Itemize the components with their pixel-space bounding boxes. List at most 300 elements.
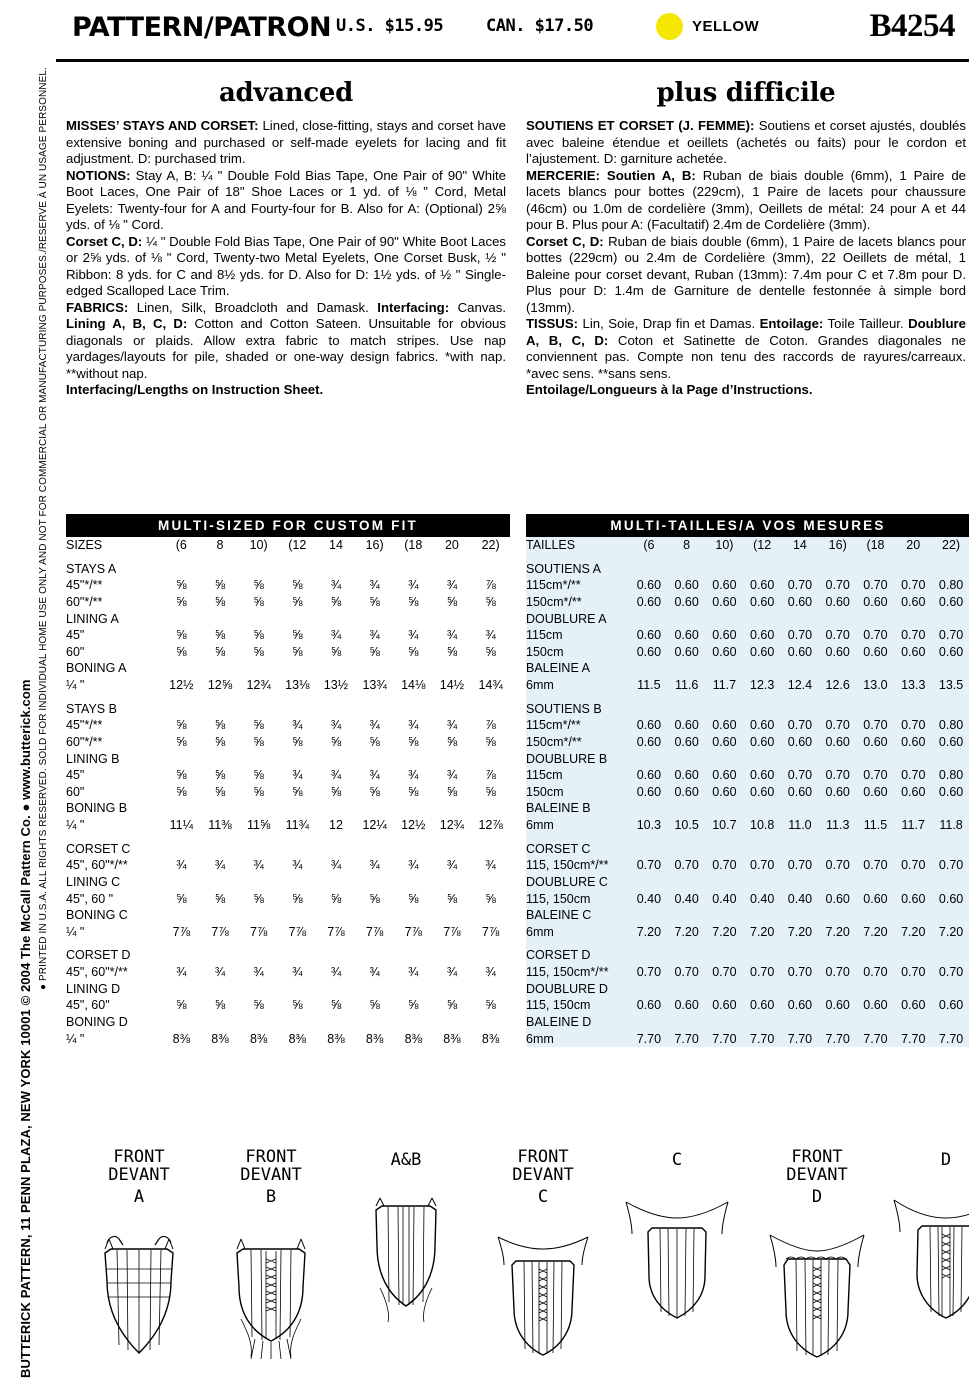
row-label: 150cm*/** bbox=[526, 594, 582, 609]
yardage-cell: 13.0 bbox=[863, 678, 888, 692]
yardage-cell: 0.40 bbox=[712, 891, 737, 906]
yardage-cell: 0.60 bbox=[674, 644, 699, 659]
row-label: DOUBLURE B bbox=[526, 751, 608, 766]
row-label: ¼ " bbox=[66, 818, 85, 832]
yardage-cell: ⅝ bbox=[330, 644, 342, 659]
table-row bbox=[526, 1031, 969, 1048]
yardage-cell: ⅝ bbox=[176, 784, 187, 799]
corset-c-illustration bbox=[468, 1209, 618, 1359]
yardage-cell: 0.70 bbox=[825, 768, 850, 783]
table-row bbox=[66, 997, 510, 1014]
row-label: DOUBLURE D bbox=[526, 981, 608, 996]
size-header-cell: 20 bbox=[444, 538, 459, 552]
yardage-cell: ⅝ bbox=[408, 784, 419, 799]
yardage-cell: ⅝ bbox=[214, 644, 226, 659]
lining-text-en: Cotton and Cotton Sateen. Unsuitable for obvious diagonals or plaids. Allow extra fabric to match stripes. Use nap yardages/layouts for pile, shaded or one-way design fabrics. *with nap. **without nap. bbox=[66, 316, 506, 381]
yardage-cell: 0.60 bbox=[750, 768, 775, 783]
yardage-cell: ⅝ bbox=[369, 734, 380, 749]
yardage-cell: 11.5 bbox=[863, 818, 888, 832]
yardage-cell: 10.3 bbox=[636, 818, 662, 832]
yardage-cell: ⅝ bbox=[408, 998, 419, 1013]
yardage-cell: 11.3 bbox=[826, 818, 850, 832]
yardage-cell: 0.60 bbox=[938, 734, 964, 749]
row-label: 115cm*/** bbox=[526, 718, 581, 733]
yardage-cell: ⅝ bbox=[253, 594, 264, 609]
chart-body-fr bbox=[526, 537, 969, 1047]
table-row bbox=[526, 734, 969, 751]
stays-a-illustration bbox=[79, 1209, 199, 1359]
yardage-cell: ¾ bbox=[446, 718, 458, 733]
table-row bbox=[526, 660, 969, 677]
table-row bbox=[526, 997, 969, 1014]
yardage-cell: 0.80 bbox=[938, 578, 964, 593]
table-row bbox=[526, 554, 969, 578]
table-row bbox=[66, 677, 510, 694]
yardage-cell: ⅞ bbox=[485, 718, 496, 733]
yardage-cell: ⅝ bbox=[176, 891, 187, 906]
row-label: 6mm bbox=[526, 818, 554, 832]
row-spacer bbox=[162, 981, 510, 998]
yardage-cell: 0.60 bbox=[712, 578, 737, 593]
yardage-cell: 0.70 bbox=[863, 628, 888, 643]
size-header-cell: 20 bbox=[906, 538, 921, 552]
yardage-cell: 12½ bbox=[169, 678, 194, 692]
yardage-cell: 0.80 bbox=[938, 718, 964, 733]
yardage-cell: 0.70 bbox=[901, 718, 926, 733]
yardage-cell: ⅝ bbox=[214, 578, 226, 593]
yardage-cell: 7⅞ bbox=[211, 924, 229, 939]
copyright-line: ● PRINTED IN U.S.A. ALL RIGHTS RESERVED. SOLD FOR INDIVIDUAL HOME USE ONLY AND NOT FOR COMMERCIAL OR MANUFACTURING PURPOSES./RESERVE À UN USAGE PERSONNEL. bbox=[38, 67, 49, 990]
yardage-cell: ⅝ bbox=[176, 628, 187, 643]
yardage-cell: ¾ bbox=[408, 965, 419, 979]
yardage-cell: ⅝ bbox=[214, 718, 226, 733]
yardage-cell: ⅝ bbox=[176, 768, 187, 783]
row-label: BONING A bbox=[66, 661, 127, 676]
yardage-cell: ⅞ bbox=[485, 768, 496, 783]
size-header-cell: 14 bbox=[329, 538, 343, 552]
yardage-cell: 8⅜ bbox=[481, 1031, 500, 1046]
yardage-cell: 0.40 bbox=[674, 891, 699, 906]
row-label: 45"*/** bbox=[66, 718, 103, 733]
size-header-cell: 8 bbox=[683, 538, 691, 552]
row-spacer bbox=[630, 554, 969, 578]
yardage-cell: 7.70 bbox=[750, 1031, 775, 1046]
yardage-cell: ⅝ bbox=[485, 594, 496, 609]
yardage-cell: 0.60 bbox=[712, 998, 737, 1013]
yardage-cell: 0.60 bbox=[712, 718, 737, 733]
figure-letter-d: D bbox=[811, 1186, 823, 1207]
yardage-cell: 11⅜ bbox=[208, 818, 232, 832]
yardage-cell: 0.70 bbox=[901, 578, 926, 593]
row-label: CORSET C bbox=[66, 841, 131, 856]
yardage-cell: ⅝ bbox=[330, 998, 342, 1013]
yardage-cell: 7.70 bbox=[712, 1031, 737, 1046]
yardage-cell: 0.60 bbox=[674, 784, 699, 799]
size-header-cell: (12 bbox=[753, 538, 772, 552]
pattern-header bbox=[56, 0, 969, 62]
figure-d1 bbox=[742, 1148, 892, 1359]
yardage-cell: 0.70 bbox=[825, 858, 850, 873]
size-header-cell: 14 bbox=[792, 538, 807, 552]
figure-label-front-b: FRONT bbox=[245, 1147, 297, 1167]
size-header-cell: 22) bbox=[481, 538, 500, 552]
lining-label-en: Lining A, B, C, D: bbox=[66, 316, 188, 331]
corset-d-back-illustration bbox=[886, 1172, 969, 1322]
yardage-cell: 0.60 bbox=[825, 891, 850, 906]
chart-title-fr: MULTI-TAILLES/A VOS MESURES bbox=[526, 514, 969, 537]
yardage-cell: 0.60 bbox=[750, 734, 775, 749]
yardage-cell: 10.5 bbox=[674, 818, 699, 832]
description-label-fr: SOUTIENS ET CORSET (J. FEMME): bbox=[526, 118, 755, 133]
row-label: 115cm*/** bbox=[526, 578, 581, 593]
table-row-sizes bbox=[66, 537, 510, 554]
row-label: BONING C bbox=[66, 908, 128, 923]
yardage-cell: 0.60 bbox=[825, 734, 850, 749]
yardage-cell: ¾ bbox=[485, 628, 496, 643]
table-row bbox=[66, 800, 510, 817]
table-row-sizes bbox=[526, 537, 969, 554]
corset-d-illustration bbox=[742, 1209, 892, 1359]
yardage-cell: ⅝ bbox=[292, 578, 303, 593]
table-row bbox=[526, 924, 969, 941]
yardage-cell: ⅝ bbox=[369, 594, 380, 609]
yardage-cell: ¾ bbox=[446, 965, 458, 979]
yardage-cell: ⅝ bbox=[485, 998, 496, 1013]
lining-text-fr: Coton et Satinette de Coton. Grandes diagonales ne conviennent pas. Compte non tenu des raccords de rayures/carreaux. *avec sens. **sans sens. bbox=[526, 332, 966, 381]
yardage-cell: 0.70 bbox=[938, 858, 964, 873]
stays-b-illustration bbox=[211, 1209, 331, 1359]
yardage-cell: ⅝ bbox=[292, 628, 303, 643]
yardage-cell: 0.40 bbox=[787, 891, 813, 906]
yardage-cell: 7.20 bbox=[636, 924, 662, 939]
figure-letter-ab: A&B bbox=[390, 1150, 422, 1170]
yardage-cell: 0.60 bbox=[901, 644, 926, 659]
size-header-cell: (12 bbox=[288, 538, 307, 552]
price-us: U.S. $15.95 bbox=[336, 16, 444, 36]
yardage-cell: 0.70 bbox=[712, 965, 737, 979]
yardage-cell: 8⅜ bbox=[288, 1031, 306, 1046]
yardage-cell: 11.7 bbox=[712, 678, 737, 692]
spine-credits bbox=[0, 0, 56, 1393]
yardage-cell: ¾ bbox=[253, 858, 264, 873]
yardage-cell: ¾ bbox=[330, 628, 342, 643]
french-column bbox=[526, 78, 966, 399]
table-row bbox=[526, 677, 969, 694]
figure-label-devant-b: DEVANT bbox=[240, 1165, 302, 1186]
yardage-cell: ⅝ bbox=[330, 594, 342, 609]
yardage-cell: 8⅜ bbox=[404, 1031, 422, 1046]
stays-ab-back-illustration bbox=[346, 1172, 466, 1322]
yardage-cell: 7.70 bbox=[938, 1031, 964, 1046]
yardage-cell: 0.60 bbox=[750, 718, 775, 733]
yardage-cell: 0.60 bbox=[863, 644, 888, 659]
table-row bbox=[66, 857, 510, 874]
corset-c-back-illustration bbox=[612, 1172, 742, 1322]
row-spacer bbox=[630, 940, 969, 964]
yardage-cell: 0.60 bbox=[636, 578, 662, 593]
row-label: BONING D bbox=[66, 1014, 128, 1029]
yardage-cell: 0.60 bbox=[750, 628, 775, 643]
yardage-cell: ⅝ bbox=[214, 734, 226, 749]
yardage-cell: 0.60 bbox=[901, 734, 926, 749]
yardage-cell: 0.60 bbox=[938, 891, 964, 906]
yardage-cell: ⅝ bbox=[176, 718, 187, 733]
yardage-cell: 0.60 bbox=[863, 594, 888, 609]
table-row bbox=[66, 627, 510, 644]
yardage-cell: 12¾ bbox=[246, 678, 271, 692]
yardage-cell: ¾ bbox=[408, 768, 419, 783]
table-row bbox=[66, 554, 510, 578]
yardage-cell: ⅝ bbox=[485, 891, 496, 906]
row-spacer bbox=[630, 611, 969, 628]
yardage-cell: 0.70 bbox=[750, 965, 775, 979]
figure-c2 bbox=[612, 1148, 742, 1322]
yardage-cell: 7⅞ bbox=[288, 924, 306, 939]
yardage-cell: 0.60 bbox=[712, 644, 737, 659]
table-row bbox=[526, 751, 969, 768]
yardage-cell: 0.60 bbox=[938, 594, 964, 609]
yardage-cell: ⅝ bbox=[253, 784, 264, 799]
yardage-cell: 11¾ bbox=[285, 818, 309, 832]
yardage-cell: 0.70 bbox=[938, 965, 964, 979]
row-label: BONING B bbox=[66, 801, 128, 816]
yardage-table bbox=[526, 537, 969, 1047]
row-spacer bbox=[630, 981, 969, 998]
yardage-cell: 0.40 bbox=[636, 891, 662, 906]
interfacing-label-en: Interfacing: bbox=[377, 299, 450, 315]
yardage-cell: ¾ bbox=[214, 965, 226, 979]
table-row bbox=[526, 857, 969, 874]
yardage-cell: 12¾ bbox=[439, 818, 465, 832]
table-row bbox=[526, 627, 969, 644]
yardage-cell: ¾ bbox=[292, 965, 303, 979]
yardage-cell: ¾ bbox=[446, 768, 458, 783]
row-spacer bbox=[630, 694, 969, 718]
yardage-cell: 0.60 bbox=[750, 784, 775, 799]
row-spacer bbox=[630, 660, 969, 677]
row-label: LINING B bbox=[66, 751, 120, 766]
table-row bbox=[526, 1014, 969, 1031]
yardage-cell: ⅝ bbox=[446, 784, 458, 799]
yardage-cell: 7.70 bbox=[787, 1031, 813, 1046]
yardage-cell: 7⅞ bbox=[481, 924, 500, 939]
table-row bbox=[66, 891, 510, 908]
figure-letter-c2: C bbox=[671, 1150, 683, 1170]
yardage-cell: 14⅛ bbox=[401, 678, 426, 692]
chart-body-en bbox=[66, 537, 510, 1047]
yardage-cell: 0.70 bbox=[901, 965, 926, 979]
yardage-cell: ⅝ bbox=[369, 784, 380, 799]
yardage-cell: ⅝ bbox=[292, 784, 303, 799]
yardage-cell: 14¾ bbox=[478, 678, 503, 692]
yardage-cell: ⅝ bbox=[214, 998, 226, 1013]
yardage-cell: 0.70 bbox=[787, 718, 813, 733]
yardage-cell: ¾ bbox=[485, 858, 496, 873]
fabrics-label-en: FABRICS: bbox=[66, 299, 129, 315]
yardage-cell: 12⅞ bbox=[478, 818, 503, 832]
yardage-cell: ⅝ bbox=[253, 578, 264, 593]
yardage-cell: 0.60 bbox=[787, 784, 813, 799]
notions-label-en: NOTIONS: bbox=[66, 167, 131, 183]
interfacing-text-fr: Toile Tailleur. bbox=[823, 316, 909, 331]
row-label: BALEINE A bbox=[526, 661, 590, 676]
table-row bbox=[526, 577, 969, 594]
yardage-cell: 8⅜ bbox=[211, 1031, 229, 1046]
yardage-cell: 13¾ bbox=[362, 678, 387, 692]
yardage-cell: 0.60 bbox=[863, 998, 888, 1013]
yardage-cell: 7.70 bbox=[863, 1031, 888, 1046]
yardage-cell: 0.60 bbox=[787, 734, 813, 749]
description-block-en bbox=[66, 118, 506, 399]
yardage-cell: 7⅞ bbox=[327, 924, 345, 939]
price-can: CAN. $17.50 bbox=[486, 16, 594, 36]
yardage-cell: 0.60 bbox=[863, 734, 888, 749]
row-label: 45", 60 " bbox=[66, 891, 114, 906]
row-spacer bbox=[162, 1014, 510, 1031]
yardage-cell: 0.60 bbox=[901, 784, 926, 799]
row-spacer bbox=[630, 874, 969, 891]
yardage-cell: ¾ bbox=[369, 578, 380, 593]
table-row bbox=[526, 694, 969, 718]
yardage-cell: ⅝ bbox=[446, 594, 458, 609]
yardage-cell: ⅝ bbox=[408, 734, 419, 749]
table-row bbox=[66, 611, 510, 628]
row-label: CORSET D bbox=[66, 948, 131, 963]
yardage-cell: ⅞ bbox=[485, 578, 496, 593]
yardage-cell: ⅝ bbox=[292, 998, 303, 1013]
yardage-cell: 0.60 bbox=[712, 734, 737, 749]
yardage-cell: 0.60 bbox=[787, 594, 813, 609]
row-label: 60"*/** bbox=[66, 734, 103, 749]
yardage-cell: 0.60 bbox=[636, 644, 662, 659]
table-row bbox=[526, 644, 969, 661]
yardage-cell: 13.5 bbox=[938, 678, 964, 692]
footer-note-fr: Entoilage/Longueurs à la Page d’Instructions. bbox=[526, 382, 813, 397]
table-row bbox=[66, 964, 510, 981]
yardage-cell: ⅝ bbox=[292, 644, 303, 659]
size-header-cell: (18 bbox=[866, 538, 885, 552]
yardage-cell: 0.70 bbox=[787, 768, 813, 783]
yardage-cell: ⅝ bbox=[369, 998, 380, 1013]
size-header-cell: (18 bbox=[404, 538, 423, 552]
difficulty-en: advanced bbox=[218, 78, 354, 108]
yardage-cell: ¾ bbox=[369, 965, 380, 979]
description-text-en: Lined, close-fitting, stays and corset have extensive boning and purchased or self-made eyelets for lacing and fit adjustment. D: purchased trim. bbox=[66, 118, 506, 166]
yardage-cell: ⅝ bbox=[253, 891, 264, 906]
yardage-cell: ¾ bbox=[408, 718, 419, 733]
table-row bbox=[66, 874, 510, 891]
yardage-cell: ⅝ bbox=[369, 891, 380, 906]
yardage-cell: 0.60 bbox=[938, 998, 964, 1013]
yardage-cell: 12.4 bbox=[787, 678, 813, 692]
yardage-cell: 0.70 bbox=[674, 965, 699, 979]
yardage-cell: 0.70 bbox=[938, 628, 964, 643]
table-row bbox=[66, 907, 510, 924]
yardage-cell: 0.60 bbox=[636, 784, 662, 799]
yardage-cell: 0.60 bbox=[901, 891, 926, 906]
yardage-cell: 7.20 bbox=[712, 924, 737, 939]
yardage-cell: ¾ bbox=[369, 768, 380, 783]
yardage-cell: ⅝ bbox=[446, 998, 458, 1013]
row-label: ¼ " bbox=[66, 1031, 85, 1046]
yardage-cell: 12.3 bbox=[750, 678, 775, 692]
figure-letter-d2: D bbox=[940, 1150, 952, 1170]
yardage-cell: 14½ bbox=[439, 678, 465, 692]
yardage-cell: 0.70 bbox=[825, 628, 850, 643]
yardage-cell: 0.60 bbox=[674, 998, 699, 1013]
figure-label-front-a: FRONT bbox=[113, 1147, 165, 1167]
yardage-cell: ¾ bbox=[330, 858, 342, 873]
size-header-cell: 22) bbox=[942, 538, 961, 552]
table-row bbox=[526, 907, 969, 924]
row-label: DOUBLURE C bbox=[526, 874, 608, 889]
row-spacer bbox=[630, 1014, 969, 1031]
yardage-cell: 0.60 bbox=[636, 594, 662, 609]
footer-note-en: Interfacing/Lengths on Instruction Sheet. bbox=[66, 382, 324, 397]
row-spacer bbox=[162, 874, 510, 891]
row-spacer bbox=[162, 751, 510, 768]
row-label: CORSET D bbox=[526, 948, 591, 963]
yardage-cell: 7.70 bbox=[674, 1031, 699, 1046]
yardage-cell: ¾ bbox=[253, 965, 264, 979]
yardage-cell: 7⅞ bbox=[249, 924, 268, 939]
yardage-cell: 13.3 bbox=[901, 678, 926, 692]
yardage-cell: 0.70 bbox=[787, 578, 813, 593]
yardage-cell: ⅝ bbox=[292, 594, 303, 609]
table-row bbox=[66, 577, 510, 594]
table-row bbox=[526, 717, 969, 734]
english-column bbox=[66, 78, 506, 399]
yardage-cell: ⅝ bbox=[214, 768, 226, 783]
yardage-cell: 7.20 bbox=[901, 924, 926, 939]
yardage-cell: 11.7 bbox=[901, 818, 925, 832]
yardage-cell: 12½ bbox=[401, 818, 426, 832]
row-label: STAYS B bbox=[66, 701, 117, 716]
row-label: 45" bbox=[66, 628, 85, 643]
row-label: LINING A bbox=[66, 611, 119, 626]
yardage-cell: ¾ bbox=[369, 718, 380, 733]
figure-a bbox=[74, 1148, 204, 1359]
yardage-cell: 7.70 bbox=[901, 1031, 926, 1046]
table-row bbox=[526, 940, 969, 964]
row-label: SOUTIENS B bbox=[526, 701, 602, 716]
yardage-cell: ⅝ bbox=[253, 998, 264, 1013]
row-label: 60" bbox=[66, 644, 85, 659]
yardage-cell: 0.70 bbox=[863, 965, 888, 979]
description-label-en: MISSES’ STAYS AND CORSET: bbox=[66, 118, 259, 133]
size-header-cell: 16) bbox=[365, 538, 384, 552]
yardage-cell: 8⅜ bbox=[327, 1031, 345, 1046]
yardage-cell: ⅝ bbox=[446, 644, 458, 659]
row-label: LINING D bbox=[66, 981, 121, 996]
yardage-cell: 8⅜ bbox=[249, 1031, 268, 1046]
yardage-cell: 7⅞ bbox=[365, 924, 384, 939]
yardage-cell: 0.70 bbox=[863, 718, 888, 733]
yardage-cell: ⅝ bbox=[214, 784, 226, 799]
yardage-cell: ⅝ bbox=[176, 644, 187, 659]
yardage-cell: 0.60 bbox=[712, 594, 737, 609]
yardage-cell: 11.5 bbox=[637, 678, 661, 692]
size-header-cell: 8 bbox=[216, 538, 224, 552]
yardage-cell: ⅝ bbox=[330, 891, 342, 906]
yardage-cell: 0.60 bbox=[863, 891, 888, 906]
yardage-cell: 0.60 bbox=[674, 768, 699, 783]
publisher-line: BUTTERICK PATTERN, 11 PENN PLAZA, NEW YORK 10001 © 2004 The McCall Pattern Co. ● www.butterick.com bbox=[18, 679, 33, 1378]
corset-label-fr: Corset C, D: bbox=[526, 233, 604, 249]
yardage-cell: ⅝ bbox=[330, 734, 342, 749]
yardage-cell: 10.8 bbox=[750, 818, 775, 832]
table-row bbox=[66, 834, 510, 858]
